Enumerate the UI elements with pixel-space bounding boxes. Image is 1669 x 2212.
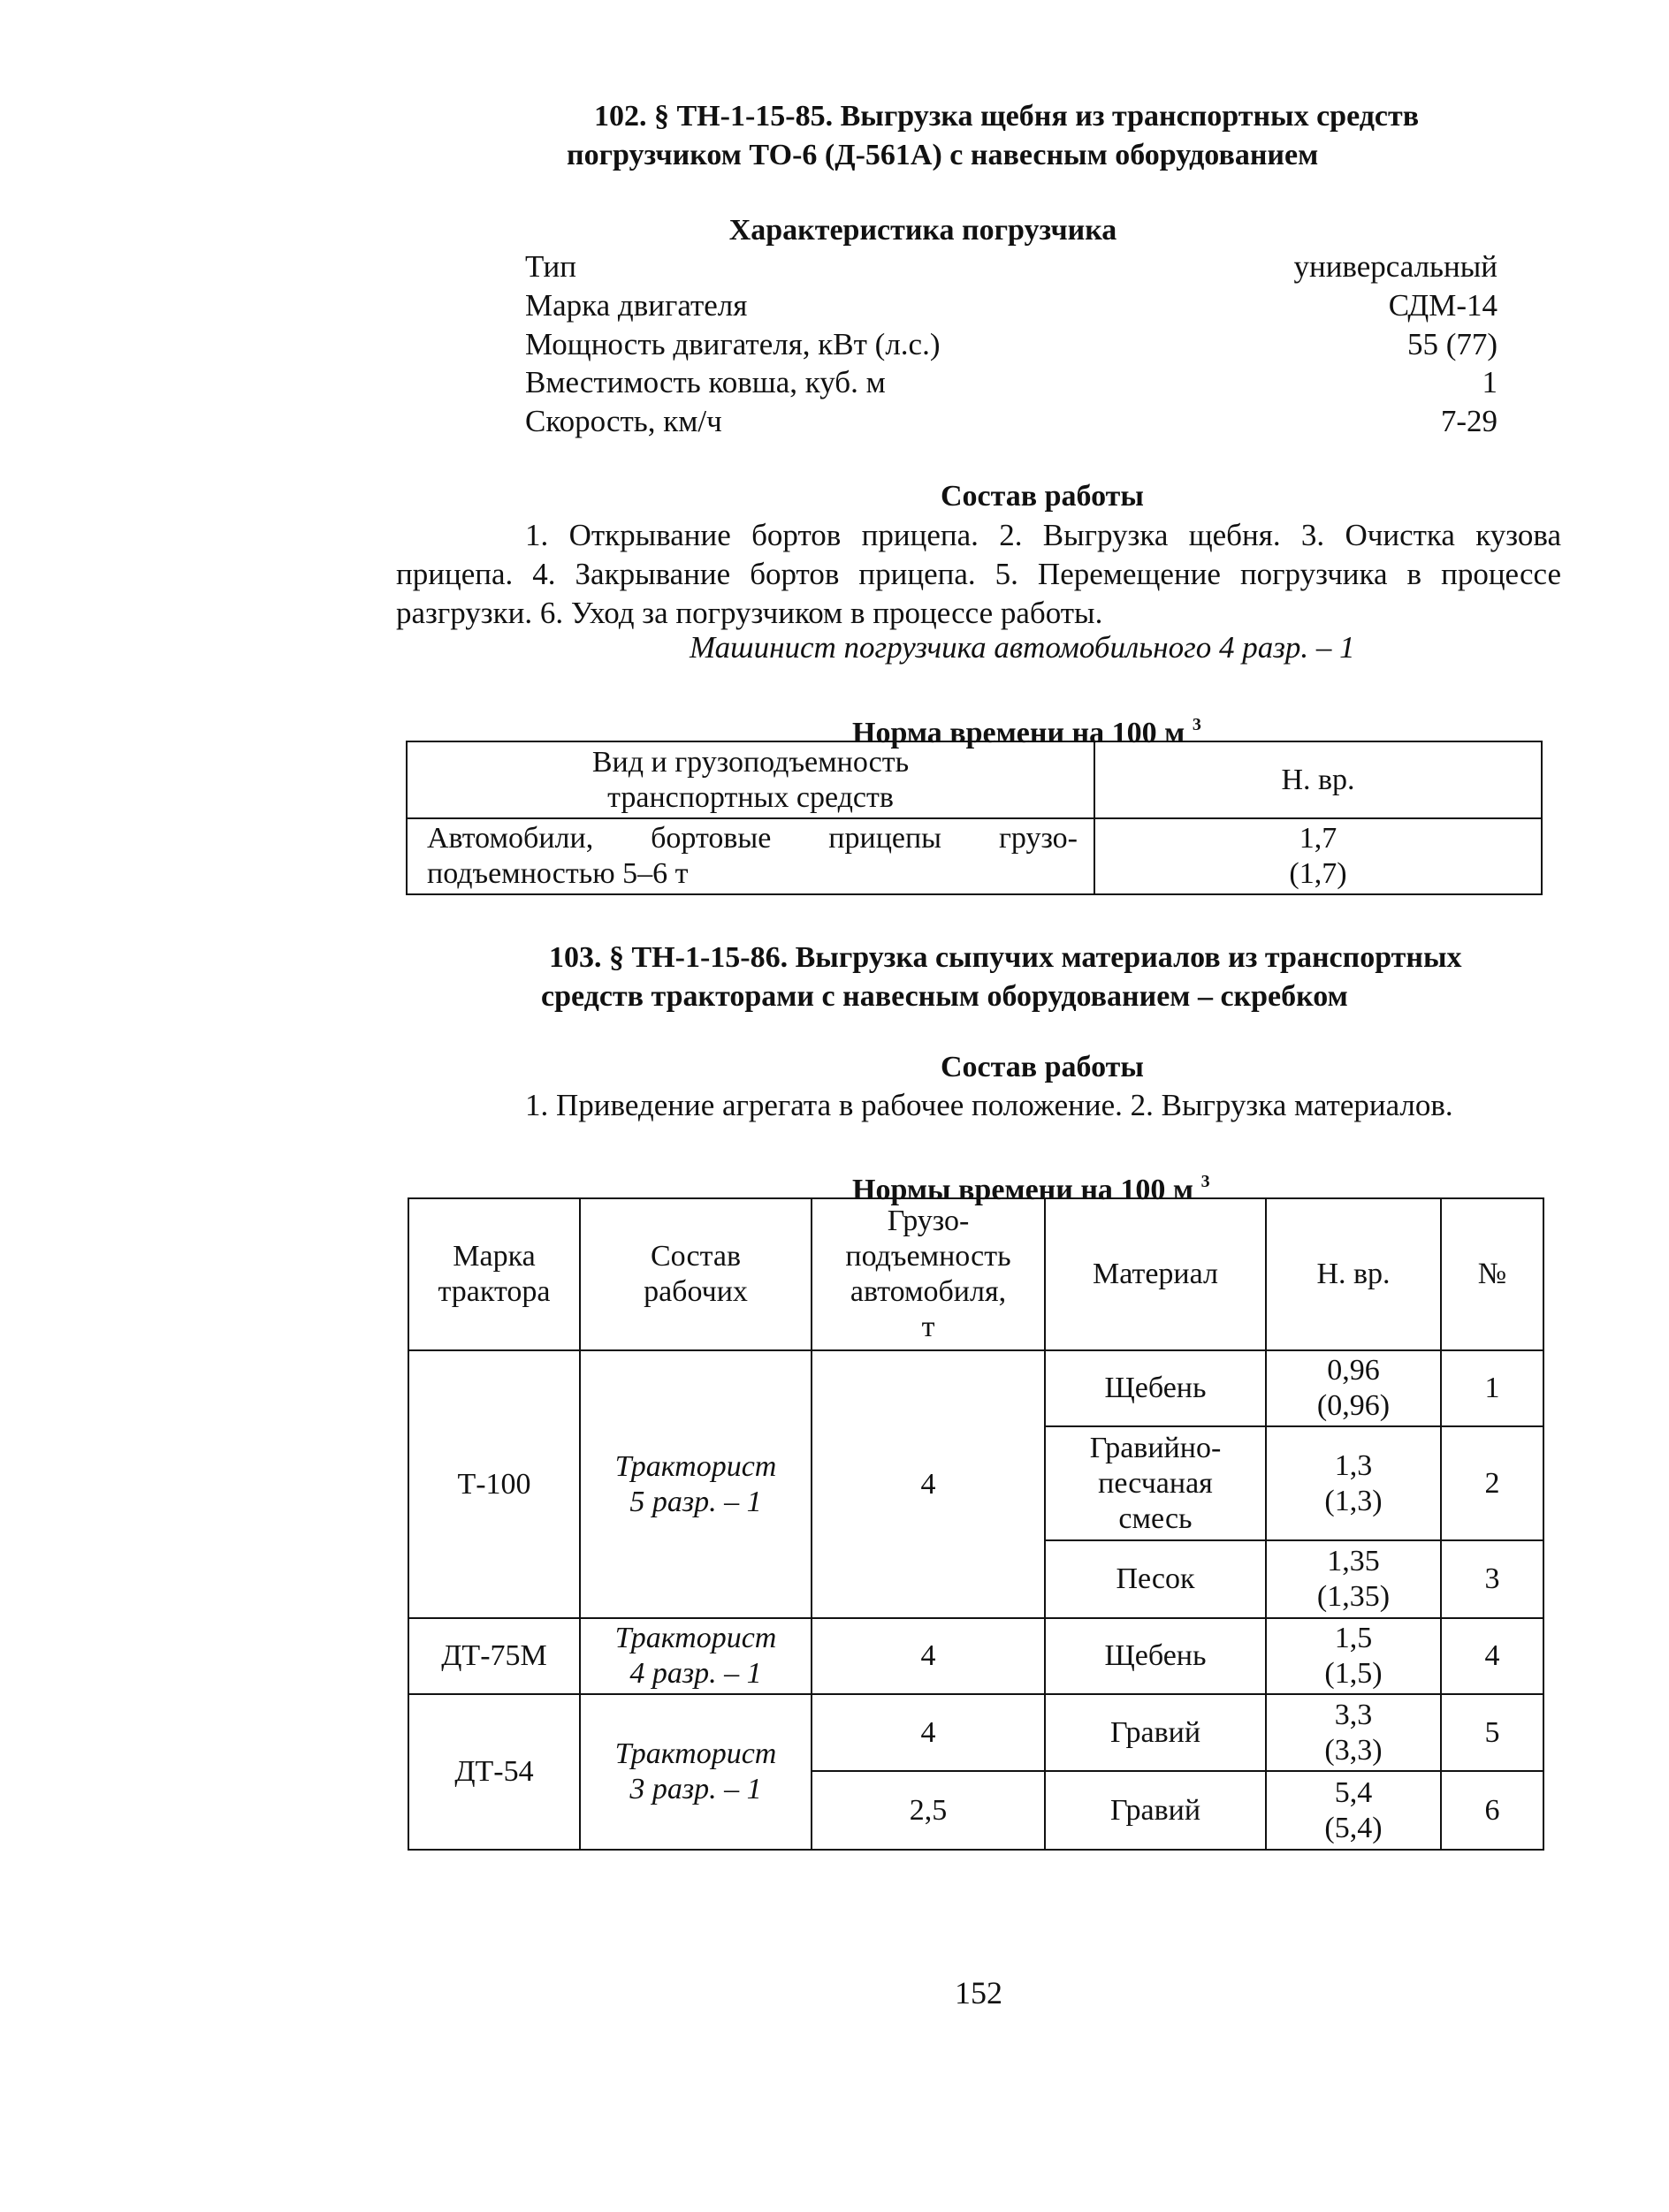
spec-label: Тип xyxy=(525,249,576,284)
spec-heading: Характеристика погрузчика xyxy=(728,214,1117,247)
cell-number: 3 xyxy=(1441,1540,1543,1618)
cell-nvr: 5,4 (5,4) xyxy=(1266,1771,1441,1850)
section-103-title-line2: средств тракторами с навесным оборудованием – скребком xyxy=(541,980,1348,1013)
header-capacity: Грузо- подъемность автомобиля, т xyxy=(812,1198,1045,1350)
spec-value: 1 xyxy=(1482,365,1498,399)
header-transport: Вид и грузоподъемность транспортных средств xyxy=(407,741,1094,818)
page-number: 152 xyxy=(955,1975,1002,2011)
cell-nvr: 1,3 (1,3) xyxy=(1266,1426,1441,1540)
crew-102: Машинист погрузчика автомобильного 4 разр. – 1 xyxy=(690,630,1355,665)
cell-crew: Тракторист 4 разр. – 1 xyxy=(580,1618,812,1694)
cell-capacity: 4 xyxy=(812,1350,1045,1618)
cell-capacity: 4 xyxy=(812,1618,1045,1694)
work-text-102: 1. Открывание бортов прицепа. 2. Выгрузка щебня. 3. Очистка кузова прицепа. 4. Закрывание бортов прицепа. 5. Перемещение погрузчика в процессе разгрузки. 6. Уход за погрузчиком в процессе работы. xyxy=(396,518,1561,630)
spec-label: Мощность двигателя, кВт (л.с.) xyxy=(525,327,941,361)
norm-heading-103: Нормы времени на 100 м $^3$ xyxy=(852,1172,1210,1206)
spec-label: Вместимость ковша, куб. м xyxy=(525,365,886,399)
table-header-row xyxy=(407,741,1542,818)
spec-row-speed xyxy=(525,402,1498,441)
cell-material: Песок xyxy=(1045,1540,1266,1618)
work-heading-103: Состав работы xyxy=(941,1051,1144,1083)
cell-number: 6 xyxy=(1441,1771,1543,1850)
cell-brand: ДТ-54 xyxy=(408,1694,580,1850)
cell-crew: Тракторист 3 разр. – 1 xyxy=(580,1694,812,1850)
header-crew: Состав рабочих xyxy=(580,1198,812,1350)
cell-transport-type: Автомобили, бортовые прицепы грузо-подъемностью 5–6 т xyxy=(407,818,1094,894)
table-header-row xyxy=(408,1198,1543,1350)
cell-number: 5 xyxy=(1441,1694,1543,1771)
spec-label: Скорость, км/ч xyxy=(525,404,722,438)
cell-capacity: 4 xyxy=(812,1694,1045,1771)
table-row xyxy=(408,1350,1543,1426)
spec-value: СДМ-14 xyxy=(1388,288,1498,323)
header-brand: Марка трактора xyxy=(408,1198,580,1350)
cell-nvr: 1,35 (1,35) xyxy=(1266,1540,1441,1618)
spec-row-type xyxy=(525,247,1498,286)
cell-number: 1 xyxy=(1441,1350,1543,1426)
norm-table-103 xyxy=(408,1197,1544,1851)
cell-brand: Т-100 xyxy=(408,1350,580,1618)
section-102-title-line1: 102. § ТН-1-15-85. Выгрузка щебня из транспортных средств xyxy=(594,100,1420,133)
section-102-title-line2: погрузчиком ТО-6 (Д-561А) с навесным оборудованием xyxy=(567,139,1319,171)
spec-row-engine xyxy=(525,286,1498,325)
cell-nvr: 3,3 (3,3) xyxy=(1266,1694,1441,1771)
table-row xyxy=(408,1694,1543,1771)
spec-label: Марка двигателя xyxy=(525,288,748,323)
norm-table-102 xyxy=(406,741,1543,895)
header-nvr: Н. вр. xyxy=(1094,741,1542,818)
table-row xyxy=(407,818,1542,894)
cell-crew: Тракторист 5 разр. – 1 xyxy=(580,1350,812,1618)
header-number: № xyxy=(1441,1198,1543,1350)
cell-material: Гравий xyxy=(1045,1771,1266,1850)
cell-capacity: 2,5 xyxy=(812,1771,1045,1850)
cell-number: 4 xyxy=(1441,1618,1543,1694)
work-text-103: 1. Приведение агрегата в рабочее положение. 2. Выгрузка материалов. xyxy=(525,1088,1453,1122)
cell-nvr: 0,96 (0,96) xyxy=(1266,1350,1441,1426)
spec-value: 7-29 xyxy=(1440,404,1498,438)
section-103-title-line1: 103. § ТН-1-15-86. Выгрузка сыпучих материалов из транспортных xyxy=(549,941,1462,974)
spec-value: универсальный xyxy=(1293,249,1498,284)
work-heading-102: Состав работы xyxy=(941,480,1144,513)
spec-value: 55 (77) xyxy=(1406,327,1498,361)
table-row xyxy=(408,1618,1543,1694)
norm-heading-102: Норма времени на 100 м $^3$ xyxy=(852,715,1201,749)
header-nvr: Н. вр. xyxy=(1266,1198,1441,1350)
header-material: Материал xyxy=(1045,1198,1266,1350)
cell-nvr: 1,5 (1,5) xyxy=(1266,1618,1441,1694)
spec-row-power xyxy=(525,325,1498,364)
cell-brand: ДТ-75М xyxy=(408,1618,580,1694)
cell-material: Щебень xyxy=(1045,1618,1266,1694)
spec-row-bucket xyxy=(525,363,1498,402)
cell-material: Щебень xyxy=(1045,1350,1266,1426)
cell-material: Гравий xyxy=(1045,1694,1266,1771)
cell-nvr: 1,7 (1,7) xyxy=(1094,818,1542,894)
cell-material: Гравийно- песчаная смесь xyxy=(1045,1426,1266,1540)
cell-number: 2 xyxy=(1441,1426,1543,1540)
